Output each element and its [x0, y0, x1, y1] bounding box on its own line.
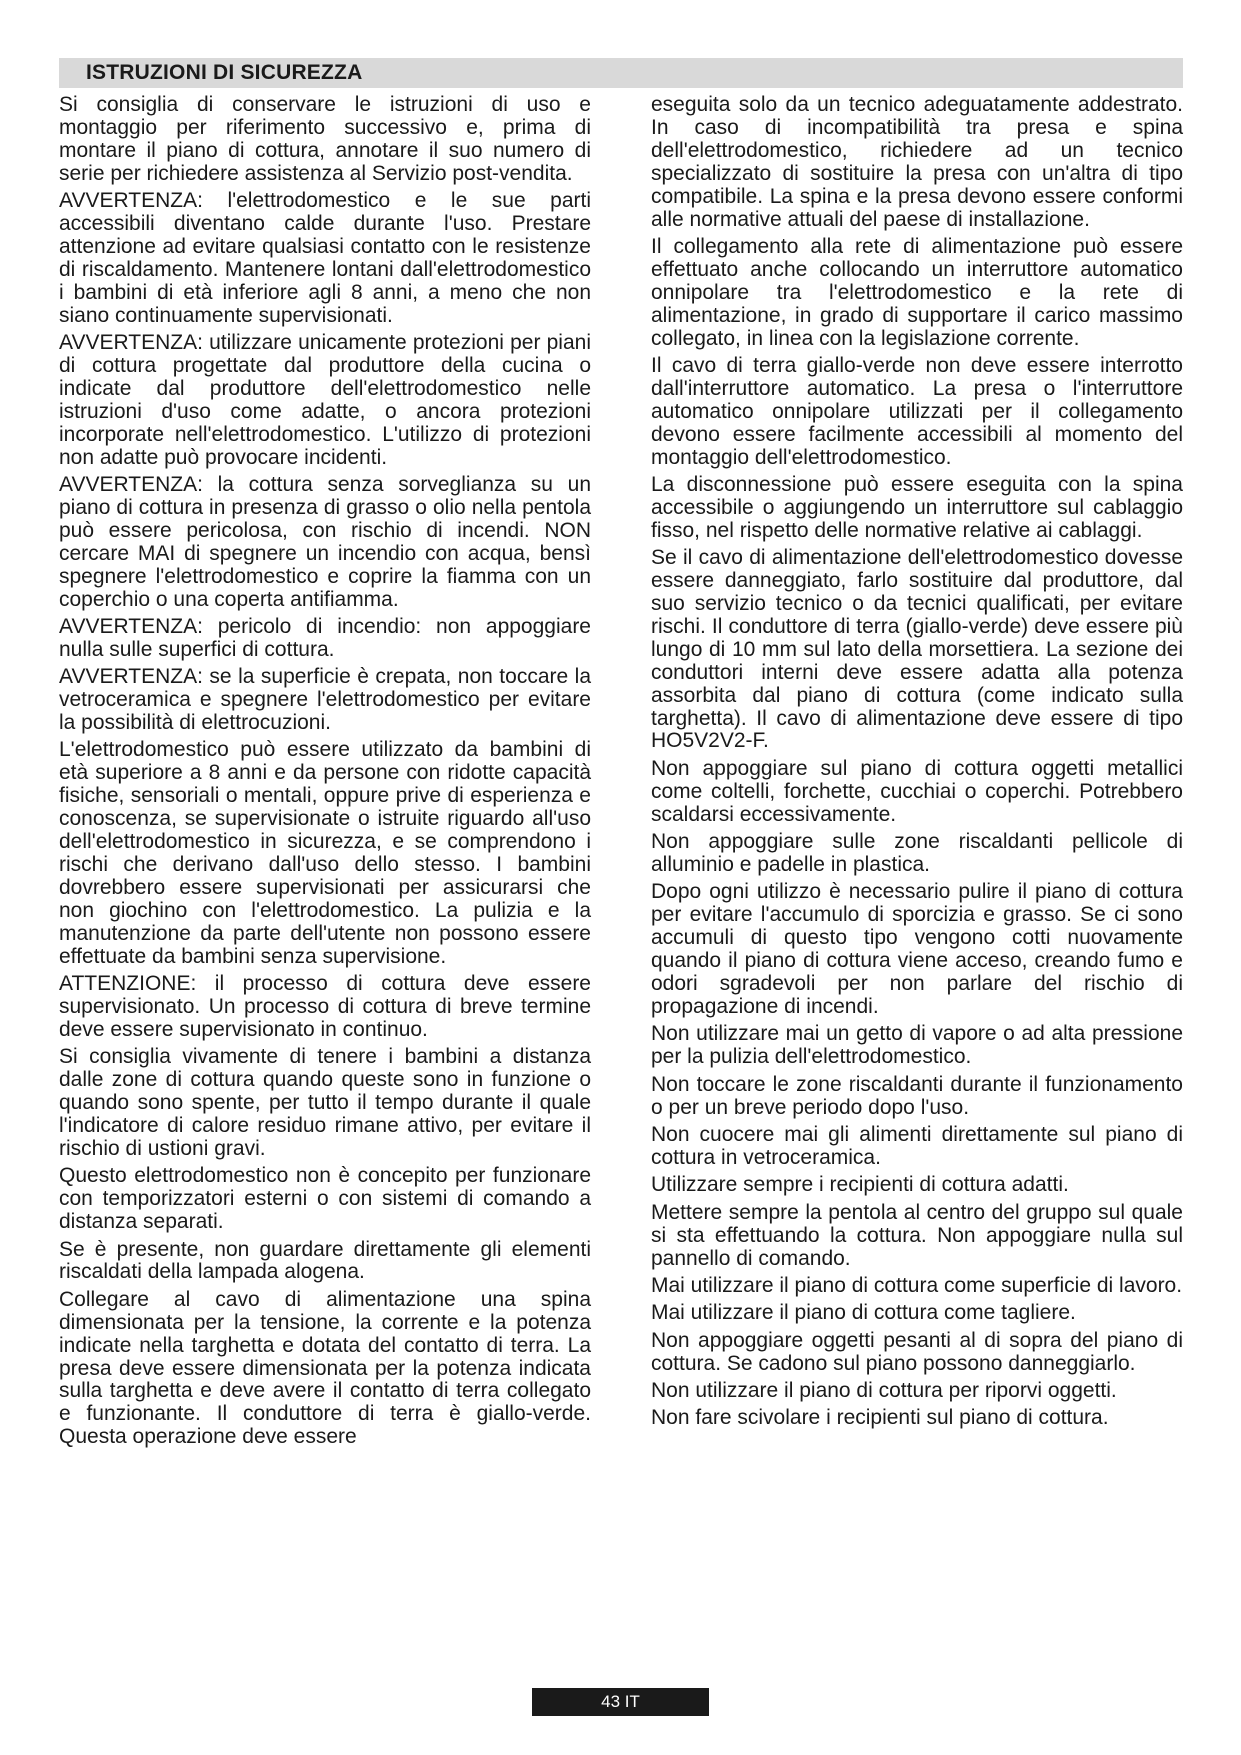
paragraph: Il cavo di terra giallo-verde non deve essere interrotto dall'interruttore automatico. La presa o l'interruttore automatico onnipolare utilizzati per il collegamento devono essere facilmente accessibili al momento del montaggio dell'elettrodomestico.: [651, 353, 1183, 469]
paragraph: Non appoggiare oggetti pesanti al di sopra del piano di cottura. Se cadono sul piano possono danneggiarlo.: [651, 1328, 1183, 1375]
paragraph: Si consiglia di conservare le istruzioni di uso e montaggio per riferimento successivo e, prima di montare il piano di cottura, annotare il suo numero di serie per richiedere assistenza al Servizio post-vendita.: [59, 93, 591, 185]
paragraph: Collegare al cavo di alimentazione una spina dimensionata per la tensione, la corrente e la potenza indicate nella targhetta e dotata del contatto di terra. La presa deve essere dimensionata per la potenza indicata sulla targhetta e deve avere il contatto di terra collegato e funzionante. Il conduttore di terra è giallo-verde. Questa operazione deve essere: [59, 1287, 591, 1449]
paragraph: AVVERTENZA: l'elettrodomestico e le sue parti accessibili diventano calde durante l'uso. Prestare attenzione ad evitare qualsiasi contatto con le resistenze di riscaldamento. Mantenere lontani dall'elettrodomestico i bambini di età inferiore agli 8 anni, a meno che non siano continuamente supervisionati.: [59, 189, 591, 327]
paragraph: AVVERTENZA: pericolo di incendio: non appoggiare nulla sulle superfici di cottura.: [59, 614, 591, 661]
paragraph: Utilizzare sempre i recipienti di cottura adatti.: [651, 1173, 1069, 1197]
section-title: ISTRUZIONI DI SICUREZZA: [86, 61, 363, 84]
paragraph: Non utilizzare mai un getto di vapore o ad alta pressione per la pulizia dell'elettrodomestico.: [651, 1022, 1183, 1069]
paragraph: Non utilizzare il piano di cottura per riporvi oggetti.: [651, 1379, 1117, 1403]
paragraph: Non fare scivolare i recipienti sul piano di cottura.: [651, 1406, 1109, 1430]
paragraph: Dopo ogni utilizzo è necessario pulire il piano di cottura per evitare l'accumulo di sporcizia e grasso. Se ci sono accumuli di questo tipo vengono cotti nuovamente quando il piano di cottura viene acceso, creando fumo e odori sgradevoli per non parlare del rischio di propagazione di incendi.: [651, 880, 1183, 1018]
left-column: [59, 94, 591, 1454]
paragraph: Si consiglia vivamente di tenere i bambini a distanza dalle zone di cottura quando queste sono in funzione o quando sono spente, per tutto il tempo durante il quale l'indicatore di calore residuo rimane attivo, per evitare il rischio di ustioni gravi.: [59, 1045, 591, 1160]
page-number-badge: 43 IT: [532, 1688, 709, 1716]
paragraph: AVVERTENZA: se la superficie è crepata, non toccare la vetroceramica e spegnere l'elettrodomestico per evitare la possibilità di elettrocuzioni.: [59, 665, 591, 735]
paragraph: Non cuocere mai gli alimenti direttamente sul piano di cottura in vetroceramica.: [651, 1122, 1183, 1169]
paragraph: eseguita solo da un tecnico adeguatamente addestrato. In caso di incompatibilità tra presa e spina dell'elettrodomestico, richiedere ad un tecnico specializzato di sostituire la presa con un'altra di tipo compatibile. La spina e la presa devono essere conformi alle normative attuali del paese di installazione.: [651, 93, 1183, 231]
paragraph: Non toccare le zone riscaldanti durante il funzionamento o per un breve periodo dopo l'uso.: [651, 1072, 1183, 1119]
paragraph: ATTENZIONE: il processo di cottura deve essere supervisionato. Un processo di cottura di breve termine deve essere supervisionato in continuo.: [59, 972, 591, 1041]
paragraph: Il collegamento alla rete di alimentazione può essere effettuato anche collocando un interruttore automatico onnipolare tra l'elettrodomestico e la rete di alimentazione, in grado di supportare il carico massimo collegato, in linea con la legislazione corrente.: [651, 234, 1183, 350]
paragraph: Se il cavo di alimentazione dell'elettrodomestico dovesse essere danneggiato, farlo sostituire dal produttore, dal suo servizio tecnico o da tecnici qualificati, per evitare rischi. Il conduttore di terra (giallo-verde) deve essere più lungo di 10 mm sul lato della morsettiera. La sezione dei conduttori interni deve essere adatta alla potenza assorbita dal piano di cottura (come indicato sulla targhetta). Il cavo di alimentazione deve essere di tipo HO5V2V2-F.: [651, 546, 1183, 753]
paragraph: Mettere sempre la pentola al centro del gruppo sul quale si sta effettuando la cottura. Non appoggiare nulla sul pannello di comando.: [651, 1200, 1183, 1270]
paragraph: Non appoggiare sul piano di cottura oggetti metallici come coltelli, forchette, cucchiai o coperchi. Potrebbero scaldarsi eccessivamente.: [651, 756, 1183, 826]
right-column: [651, 94, 1183, 1435]
paragraph: Se è presente, non guardare direttamente gli elementi riscaldati della lampada alogena.: [59, 1237, 591, 1284]
paragraph: Mai utilizzare il piano di cottura come superficie di lavoro.: [651, 1273, 1183, 1297]
paragraph: AVVERTENZA: utilizzare unicamente protezioni per piani di cottura progettate dal produttore della cucina o indicate dal produttore dell'elettrodomestico nelle istruzioni d'uso come adatte, o ancora protezioni incorporate nell'elettrodomestico. L'utilizzo di protezioni non adatte può provocare incidenti.: [59, 331, 591, 469]
paragraph: Mai utilizzare il piano di cottura come tagliere.: [651, 1301, 1076, 1325]
paragraph: L'elettrodomestico può essere utilizzato da bambini di età superiore a 8 anni e da persone con ridotte capacità fisiche, sensoriali o mentali, oppure prive di esperienza e conoscenza, se supervisionate o istruite riguardo all'uso dell'elettrodomestico in sicurezza, e se comprendono i rischi che derivano dall'uso dello stesso. I bambini dovrebbero essere supervisionati per assicurarsi che non giochino con l'elettrodomestico. La pulizia e la manutenzione da parte dell'utente non possono essere effettuate da bambini senza supervisione.: [59, 738, 591, 968]
paragraph: La disconnessione può essere eseguita con la spina accessibile o aggiungendo un interruttore sul cablaggio fisso, nel rispetto delle normative relative ai cablaggi.: [651, 473, 1183, 542]
paragraph: AVVERTENZA: la cottura senza sorveglianza su un piano di cottura in presenza di grasso o olio nella pentola può essere pericolosa, con rischio di incendi. NON cercare MAI di spegnere un incendio con acqua, bensì spegnere l'elettrodomestico e coprire la fiamma con un coperchio o una coperta antifiamma.: [59, 473, 591, 611]
section-header: [59, 58, 1183, 88]
paragraph: Questo elettrodomestico non è concepito per funzionare con temporizzatori esterni o con sistemi di comando a distanza separati.: [59, 1164, 591, 1234]
paragraph: Non appoggiare sulle zone riscaldanti pellicole di alluminio e padelle in plastica.: [651, 830, 1183, 876]
